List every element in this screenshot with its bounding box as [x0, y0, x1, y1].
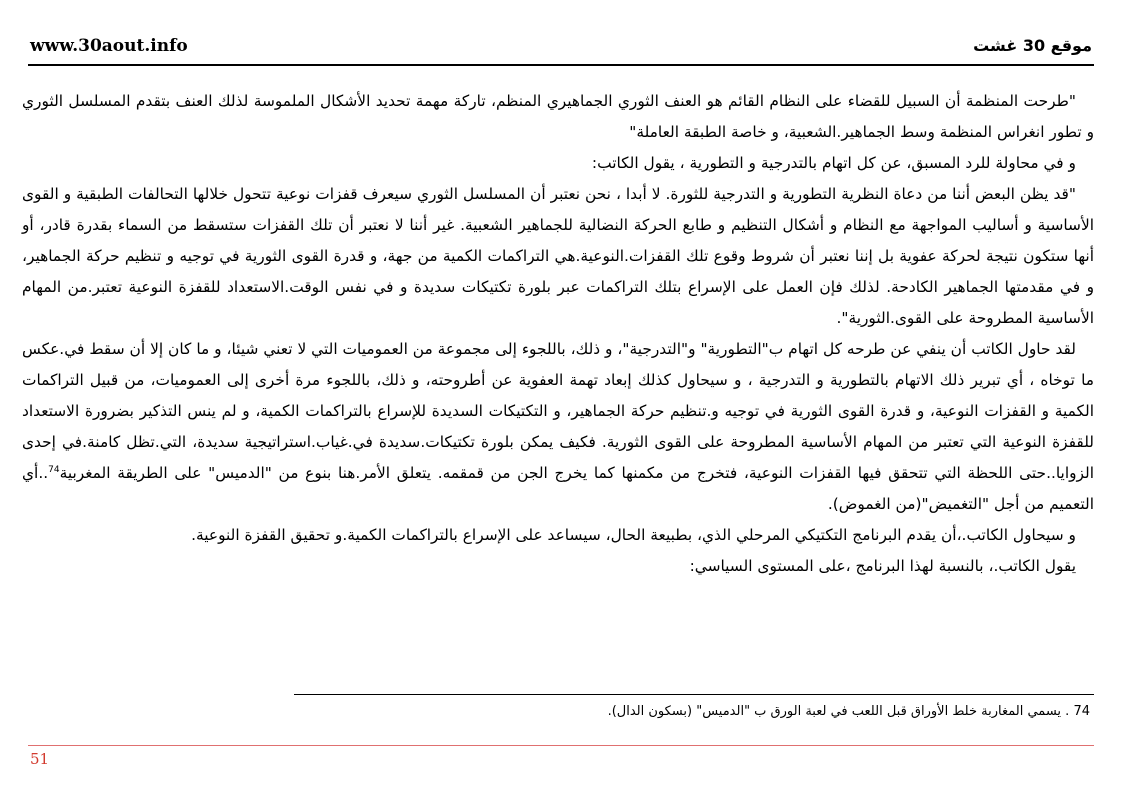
paragraph-critique-text: لقد حاول الكاتب أن ينفي عن طرحه كل اتهام ب"التطورية" و"التدرجية"، و ذلك، باللجوء إلى مجموعة من العموميات التي لا تعني شيئا، و ما كان إلا أن سقط في.عكس ما توخاه ، أي تبرير ذلك الاتهام بالتطورية و التدرجية ، و سيحاول كذلك إبعاد تهمة العفوية عن أطروحته، و ذلك، باللجوء مرة أخرى إلى العموميات، من قبيل التراكمات الكمية و القفزات النوعية، و قدرة القوى الثورية في توجيه و.تنظيم حركة الجماهير، و التكتيكات السديدة للإسراع بالتراكمات الكمية، و لم ينس التذكير بضرورة الاستعداد للقفزة النوعية التي تعتبر من المهام الأساسية المطروحة على القوى الثورية. فكيف يمكن بلورة تكتيكات.سديدة في.غياب.استراتيجية سديدة، التي.تظل كامنة.في إحدى الزوايا..حتى اللحظة التي تتحقق فيها القفزات النوعية، فتخرج من مكمنها كما يخرج الجن من قمقمه. يتعلق الأمر.هنا بنوع من "الدميس" على الطريقة المغربية — [22, 340, 1094, 482]
footnote: 74 . يسمي المغاربة خلط الأوراق قبل اللعب في لعبة الورق ب "الدميس" (بسكون الدال). — [607, 704, 1090, 719]
paragraph-political-level: يقول الكاتب.، بالنسبة لهذا البرنامج ،على المستوى السياسي: — [689, 557, 1076, 575]
page-number: 51 — [30, 750, 50, 768]
body-text — [22, 86, 1094, 582]
site-title: موقع 30 غشت — [973, 36, 1092, 55]
paragraph-critique — [22, 334, 1094, 520]
footnote-divider — [294, 694, 1094, 695]
paragraph-intro: و في محاولة للرد المسبق، عن كل اتهام بالتدرجية و التطورية ، يقول الكاتب: — [591, 154, 1076, 172]
site-url: www.30aout.info — [30, 36, 188, 56]
footnote-ref[interactable]: 74 — [48, 464, 60, 475]
paragraph-critique-end: ..أي التعميم من أجل "التغميض"(من الغموض). — [22, 464, 1094, 513]
page-header — [28, 34, 1094, 66]
footer-divider — [28, 745, 1094, 746]
paragraph-quote-2: "قد يظن البعض أننا من دعاة النظرية التطورية و التدرجية للثورة. لا أبدا ، نحن نعتبر أن المسلسل الثوري سيعرف قفزات نوعية تتحول خلالها التحالفات الطبقية و القوى الأساسية و أساليب المواجهة مع النظام و أشكال التنظيم و طابع الحركة النضالية للجماهير الشعبية. غير أننا لا نعتبر أن تلك القفزات ستسقط من السماء بقدرة قادر، أو أنها ستكون نتيجة لحركة عفوية بل إننا نعتبر أن شروط وقوع تلك القفزات.النوعية.هي التراكمات الكمية من جهة، و قدرة القوى الثورية في توجيه و تنظيم حركة الجماهير، و في مقدمتها الجماهير الكادحة. لذلك فإن العمل على الإسراع بتلك التراكمات عبر بلورة تكتيكات سديدة و في نفس الوقت.الاستعداد للقفزة النوعية تعتبر.من المهام الأساسية المطروحة على القوى.الثورية". — [22, 185, 1094, 327]
paragraph-program: و سيحاول الكاتب.،أن يقدم البرنامج التكتيكي المرحلي الذي، بطبيعة الحال، سيساعد على الإسراع بالتراكمات الكمية.و تحقيق القفزة النوعية. — [191, 526, 1076, 544]
paragraph-quote-1: "طرحت المنظمة أن السبيل للقضاء على النظام القائم هو العنف الثوري الجماهيري المنظم، تاركة مهمة تحديد الأشكال الملموسة لذلك العنف بتقدم المسلسل الثوري و تطور انغراس المنظمة وسط الجماهير.الشعبية، و خاصة الطبقة العاملة" — [22, 92, 1094, 141]
